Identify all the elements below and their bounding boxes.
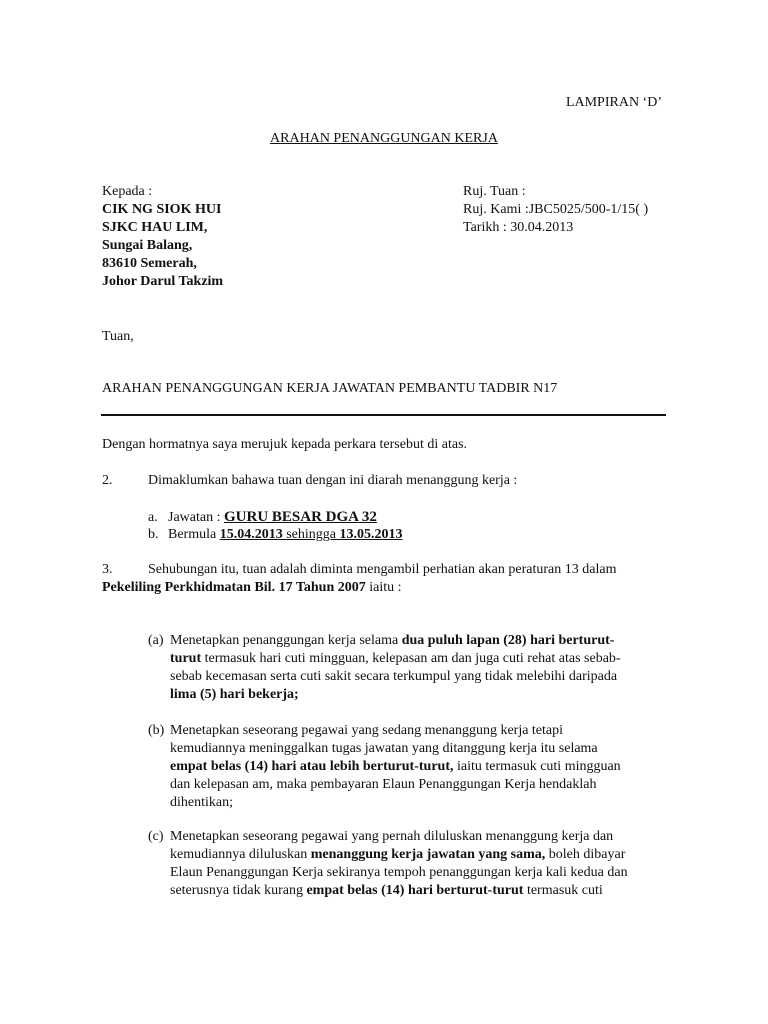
recipient-address-3: Johor Darul Takzim [102,274,224,289]
item-c-text: boleh dibayar [545,847,626,862]
paragraph-1: Dengan hormatnya saya merujuk kepada perkara tersebut di atas. [102,437,468,452]
recipient-school: SJKC HAU LIM, [102,220,208,235]
tarikh: Tarikh : 30.04.2013 [463,220,574,235]
recipient-address-1: Sungai Balang, [102,238,193,253]
paragraph-3-number: 3. [102,562,113,577]
item-b-text: kemudiannya meninggalkan tugas jawatan yang ditanggung kerja itu selama [170,741,598,756]
kepada-label: Kepada : [102,184,153,199]
salutation: Tuan, [102,329,134,344]
item-b-text: Menetapkan seseorang pegawai yang sedang menanggung kerja tetapi [170,723,564,738]
item-a-text: sebab kecemasan serta cuti sakit secara terkumpul yang tidak melebihi daripada [170,669,618,684]
item-a-text: Menetapkan penanggungan kerja selama [170,633,402,648]
item-a-bold: dua puluh lapan (28) hari berturut- [401,633,615,648]
item-c-label: (c) [148,829,164,844]
subject-divider [101,414,666,416]
item-b-text: dan kelepasan am, maka pembayaran Elaun Penanggungan Kerja hendaklah [170,777,597,792]
item-c-bold: menanggung kerja jawatan yang sama, [310,847,546,862]
paragraph-2-text: Dimaklumkan bahawa tuan dengan ini diarah menanggung kerja : [148,473,518,488]
item-a-label: (a) [148,633,164,648]
paragraph-2-number: 2. [102,473,113,488]
item-b-text: dihentikan; [170,795,233,810]
item-c-text: Elaun Penanggungan Kerja sekiranya tempoh penanggungan kerja kali kedua dan [170,865,628,880]
item-c-bold: empat belas (14) hari berturut-turut [306,883,524,898]
item-c-text: kemudiannya diluluskan [170,847,311,862]
item-c-text: seterusnya tidak kurang [170,883,307,898]
item-a-bold: lima (5) hari bekerja; [170,687,299,702]
jawatan-line [148,508,377,527]
bermula-line [148,526,402,544]
paragraph-3-line-2 [102,579,402,597]
document-title: ARAHAN PENANGGUNGAN KERJA [270,131,498,146]
item-b-label: (b) [148,723,165,738]
jawatan-prefix: Jawatan : [168,510,224,525]
item-a-bold: turut [170,651,202,666]
item-b-text: iaitu termasuk cuti mingguan [453,759,621,774]
item-c-text: Menetapkan seseorang pegawai yang pernah diluluskan menanggung kerja dan [170,829,614,844]
paragraph-3-line-1: Sehubungan itu, tuan adalah diminta mengambil perhatian akan peraturan 13 dalam [148,562,617,577]
item-b-bold: empat belas (14) hari atau lebih berturut-turut, [170,759,454,774]
paragraph-3-line-2-rest: iaitu : [365,580,402,595]
recipient-name: CIK NG SIOK HUI [102,202,222,217]
item-a-text: termasuk hari cuti mingguan, kelepasan am dan juga cuti rehat atas sebab- [201,651,621,666]
bermula-end-date: 13.05.2013 [339,527,403,542]
subject-heading: ARAHAN PENANGGUNGAN KERJA JAWATAN PEMBANTU TADBIR N17 [102,381,558,396]
ruj-tuan: Ruj. Tuan : [463,184,526,199]
recipient-address-2: 83610 Semerah, [102,256,197,271]
reference-block [463,183,648,237]
bermula-start-date: 15.04.2013 [219,527,287,542]
jawatan-label: a. [148,510,158,525]
bermula-prefix: Bermula [168,527,220,542]
pekeliling-reference: Pekeliling Perkhidmatan Bil. 17 Tahun 2007 [102,580,366,595]
item-c-text: termasuk cuti [523,883,603,898]
bermula-label: b. [148,527,159,542]
bermula-sehingga: sehingga [286,527,340,542]
lampiran-label: LAMPIRAN ‘D’ [565,95,662,110]
ruj-kami: Ruj. Kami :JBC5025/500-1/15( ) [463,202,649,217]
recipient-block [102,183,223,291]
jawatan-value: GURU BESAR DGA 32 [223,509,377,525]
